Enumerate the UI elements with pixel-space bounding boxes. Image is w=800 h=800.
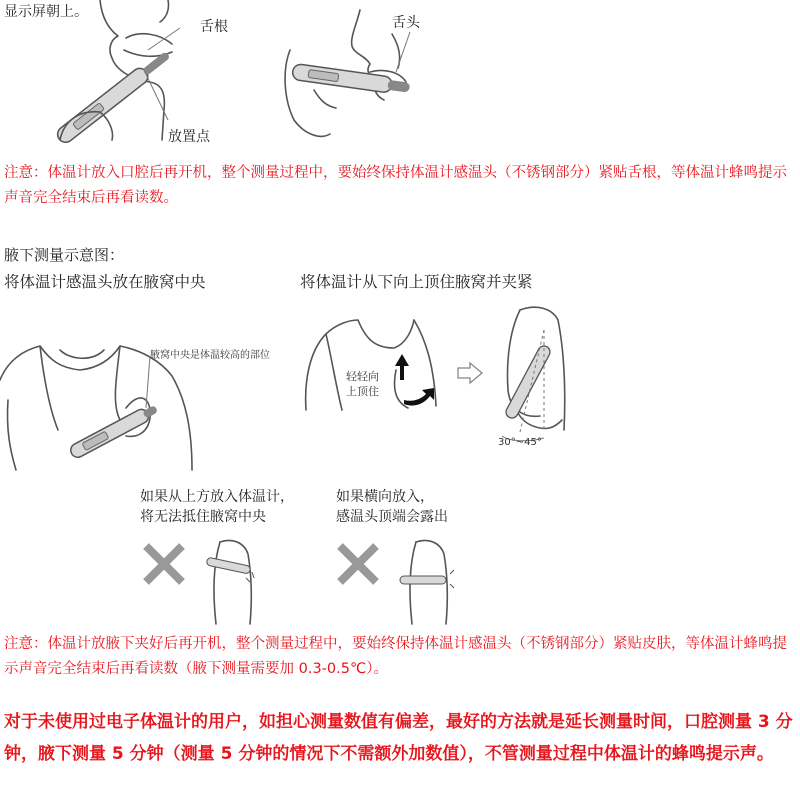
armpit-center-illustration (0, 320, 210, 470)
armpit-step2: 将体温计从下向上顶住腋窝并夹紧 (300, 273, 533, 291)
armpit-note: 注意：体温计放腋下夹好后再开机，整个测量过程中，要始终保持体温计感温头（不锈钢部分）紧贴皮肤，等体温计蜂鸣提示声音完全结束后再看读数（腋下测量需要加 0.3-0.5℃）。 (4, 636, 787, 677)
oral-top-text: 显示屏朝上。 (4, 4, 88, 20)
wrong-from-above-illustration (200, 528, 270, 624)
armpit-angle-illustration (480, 300, 610, 450)
label-tongue-tip: 舌头 (392, 15, 420, 31)
push-label-line1: 轻轻向 (346, 370, 379, 383)
wrong-sideways-illustration (396, 528, 466, 624)
wrong1-line1: 如果从上方放入体温计， (140, 489, 294, 505)
oral-side-illustration (280, 10, 450, 150)
advice-text: 对于未使用过电子体温计的用户，如担心测量数值有偏差，最好的方法就是延长测量时间，口腔测量 3 分钟，腋下测量 5 分钟（测量 5 分钟的情况下不需额外加数值），不管测量过程中体温计的蜂鸣提示声。 (4, 712, 793, 764)
angle-label: 30°~45° (498, 437, 542, 448)
cross-icon (140, 540, 188, 588)
label-tongue-root: 舌根 (200, 19, 228, 35)
wrong2-line2: 感温头顶端会露出 (336, 509, 448, 525)
cross-icon (334, 540, 382, 588)
armpit-title: 腋下测量示意图： (4, 246, 125, 264)
label-placement-point: 放置点 (168, 129, 210, 145)
armpit-step1: 将体温计感温头放在腋窝中央 (4, 273, 206, 291)
oral-note: 注意：体温计放入口腔后再开机，整个测量过程中，要始终保持体温计感温头（不锈钢部分）紧贴舌根，等体温计蜂鸣提示声音完全结束后再看读数。 (4, 165, 787, 206)
oral-under-tongue-illustration (40, 0, 220, 140)
push-label-line2: 上顶住 (346, 385, 379, 398)
wrong2-line1: 如果横向放入， (336, 489, 434, 505)
wrong1-line2: 将无法抵住腋窝中央 (140, 509, 266, 525)
armpit-callout: 腋窝中央是体温较高的部位 (150, 350, 270, 361)
